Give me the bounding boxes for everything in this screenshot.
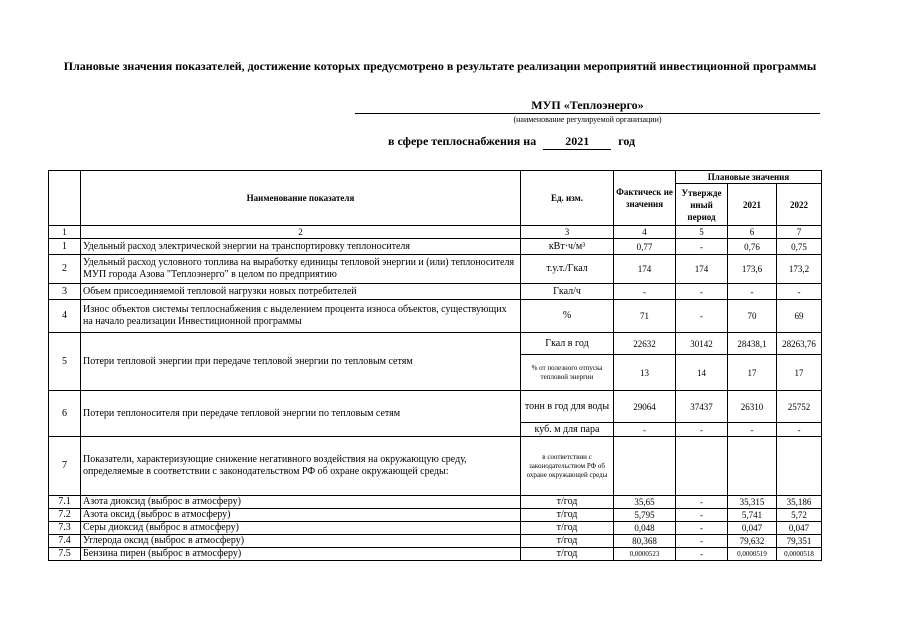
table-row bbox=[49, 496, 822, 509]
row-approved: 174 bbox=[676, 255, 728, 284]
row-2021: 28438,1 bbox=[728, 333, 777, 355]
row-approved: - bbox=[676, 300, 728, 333]
row-num: 2 bbox=[49, 255, 81, 284]
row-name: Бензина пирен (выброс в атмосферу) bbox=[81, 548, 521, 561]
row-approved: - bbox=[676, 423, 728, 437]
row-name: Серы диоксид (выброс в атмосферу) bbox=[81, 522, 521, 535]
row-name: Показатели, характеризующие снижение негативного воздействия на окружающую среду, определяемые в соответствии с законодательством РФ об охране окружающей среды: bbox=[81, 437, 521, 496]
row-fact: 0,77 bbox=[614, 239, 676, 255]
row-fact: 0,048 bbox=[614, 522, 676, 535]
header-plan: Плановые значения bbox=[676, 171, 822, 184]
row-2021: 79,632 bbox=[728, 535, 777, 548]
row-name: Азота оксид (выброс в атмосферу) bbox=[81, 509, 521, 522]
row-2022: 25752 bbox=[777, 391, 822, 423]
row-approved: - bbox=[676, 509, 728, 522]
row-approved: 37437 bbox=[676, 391, 728, 423]
row-fact: 80,368 bbox=[614, 535, 676, 548]
row-approved: - bbox=[676, 284, 728, 300]
row-2022: 0,75 bbox=[777, 239, 822, 255]
header-name: Наименование показателя bbox=[81, 171, 521, 226]
row-2022: 79,351 bbox=[777, 535, 822, 548]
row-2021: 0,76 bbox=[728, 239, 777, 255]
sphere-year: 2021 bbox=[543, 134, 611, 150]
row-unit: т.у.т./Гкал bbox=[521, 255, 614, 284]
row-unit: т/год bbox=[521, 522, 614, 535]
row-name: Удельный расход электрической энергии на транспортировку теплоносителя bbox=[81, 239, 521, 255]
table-row bbox=[49, 522, 822, 535]
table-row bbox=[49, 437, 822, 496]
row-2021: 5,741 bbox=[728, 509, 777, 522]
row-name: Объем присоединяемой тепловой нагрузки новых потребителей bbox=[81, 284, 521, 300]
row-2021: 70 bbox=[728, 300, 777, 333]
row-unit: в соответствии с законодательством РФ об охране окружающей среды bbox=[521, 437, 614, 496]
organization-note: (наименование регулируемой организации) bbox=[513, 115, 662, 124]
row-fact: 22632 bbox=[614, 333, 676, 355]
col-number: 7 bbox=[777, 226, 822, 239]
row-num: 3 bbox=[49, 284, 81, 300]
row-2021: 173,6 bbox=[728, 255, 777, 284]
row-2022: 0,0000518 bbox=[777, 548, 822, 561]
row-num: 1 bbox=[49, 239, 81, 255]
row-unit: т/год bbox=[521, 535, 614, 548]
row-2022: 5,72 bbox=[777, 509, 822, 522]
col-number: 4 bbox=[614, 226, 676, 239]
table-row bbox=[49, 509, 822, 522]
row-unit: % bbox=[521, 300, 614, 333]
header-year-2021: 2021 bbox=[728, 184, 777, 226]
sphere-line bbox=[388, 134, 635, 150]
row-2022 bbox=[777, 437, 822, 496]
col-number: 3 bbox=[521, 226, 614, 239]
row-num: 7.2 bbox=[49, 509, 81, 522]
row-num: 7 bbox=[49, 437, 81, 496]
row-approved bbox=[676, 437, 728, 496]
row-2022: 0,047 bbox=[777, 522, 822, 535]
row-unit: куб. м для пара bbox=[521, 423, 614, 437]
table-row bbox=[49, 535, 822, 548]
indicators-table bbox=[48, 170, 822, 561]
row-unit: Гкал в год bbox=[521, 333, 614, 355]
row-approved: - bbox=[676, 522, 728, 535]
row-name: Потери теплоносителя при передаче тепловой энергии по тепловым сетям bbox=[81, 391, 521, 437]
row-fact: - bbox=[614, 284, 676, 300]
row-name: Износ объектов системы теплоснабжения с выделением процента износа объектов, существующих на начало реализации Инвестиционной программы bbox=[81, 300, 521, 333]
row-name: Азота диоксид (выброс в атмосферу) bbox=[81, 496, 521, 509]
row-2022: 35,186 bbox=[777, 496, 822, 509]
row-num: 5 bbox=[49, 333, 81, 391]
row-unit: т/год bbox=[521, 509, 614, 522]
row-approved: 30142 bbox=[676, 333, 728, 355]
header-cell-num bbox=[49, 171, 81, 226]
organization-name: МУП «Теплоэнерго» bbox=[355, 98, 820, 114]
header-year-2022: 2022 bbox=[777, 184, 822, 226]
table-row bbox=[49, 548, 822, 561]
row-name: Удельный расход условного топлива на выработку единицы тепловой энергии и (или) теплоносителя МУП города Азова "Теплоэнерго" в целом по предприятию bbox=[81, 255, 521, 284]
row-approved: - bbox=[676, 535, 728, 548]
row-num: 7.5 bbox=[49, 548, 81, 561]
col-number: 5 bbox=[676, 226, 728, 239]
row-fact: 71 bbox=[614, 300, 676, 333]
row-num: 4 bbox=[49, 300, 81, 333]
row-fact: 5,795 bbox=[614, 509, 676, 522]
row-name: Потери тепловой энергии при передаче тепловой энергии по тепловым сетям bbox=[81, 333, 521, 391]
row-unit: кВт·ч/м³ bbox=[521, 239, 614, 255]
row-2021: 26310 bbox=[728, 391, 777, 423]
row-num: 7.1 bbox=[49, 496, 81, 509]
table-row bbox=[49, 300, 822, 333]
row-2021: 0,047 bbox=[728, 522, 777, 535]
row-unit: тонн в год для воды bbox=[521, 391, 614, 423]
row-approved: 14 bbox=[676, 355, 728, 391]
header-fact: Фактическ ие значения bbox=[614, 171, 676, 226]
row-num: 7.4 bbox=[49, 535, 81, 548]
row-approved: - bbox=[676, 239, 728, 255]
sphere-suffix: год bbox=[618, 134, 636, 148]
row-fact: 35,65 bbox=[614, 496, 676, 509]
row-name: Углерода оксид (выброс в атмосферу) bbox=[81, 535, 521, 548]
row-2021: 35,315 bbox=[728, 496, 777, 509]
row-approved: - bbox=[676, 548, 728, 561]
row-2021: 17 bbox=[728, 355, 777, 391]
table-row bbox=[49, 239, 822, 255]
row-2022: 28263,76 bbox=[777, 333, 822, 355]
header-approved: Утвержде нный период bbox=[676, 184, 728, 226]
table-row bbox=[49, 333, 822, 355]
table-row bbox=[49, 284, 822, 300]
row-num: 7.3 bbox=[49, 522, 81, 535]
col-number: 1 bbox=[49, 226, 81, 239]
row-fact: - bbox=[614, 423, 676, 437]
row-2022: 17 bbox=[777, 355, 822, 391]
row-2022: 173,2 bbox=[777, 255, 822, 284]
row-unit: % от полезного отпуска тепловой энергии bbox=[521, 355, 614, 391]
row-2022: - bbox=[777, 284, 822, 300]
row-fact: 174 bbox=[614, 255, 676, 284]
row-unit: т/год bbox=[521, 496, 614, 509]
row-2021: - bbox=[728, 284, 777, 300]
header-unit: Ед. изм. bbox=[521, 171, 614, 226]
row-2021: 0,0000519 bbox=[728, 548, 777, 561]
row-2022: 69 bbox=[777, 300, 822, 333]
table-row bbox=[49, 391, 822, 423]
row-fact: 29064 bbox=[614, 391, 676, 423]
row-fact: 13 bbox=[614, 355, 676, 391]
col-number: 6 bbox=[728, 226, 777, 239]
row-approved: - bbox=[676, 496, 728, 509]
document-title: Плановые значения показателей, достижение которых предусмотрено в результате реализации мероприятий инвестиционной программы bbox=[63, 59, 817, 73]
table-row bbox=[49, 255, 822, 284]
sphere-prefix: в сфере теплоснабжения на bbox=[388, 134, 537, 148]
row-unit: т/год bbox=[521, 548, 614, 561]
row-unit: Гкал/ч bbox=[521, 284, 614, 300]
col-number: 2 bbox=[81, 226, 521, 239]
row-num: 6 bbox=[49, 391, 81, 437]
row-2021: - bbox=[728, 423, 777, 437]
row-2022: - bbox=[777, 423, 822, 437]
row-fact: 0,0000523 bbox=[614, 548, 676, 561]
row-2021 bbox=[728, 437, 777, 496]
row-fact bbox=[614, 437, 676, 496]
